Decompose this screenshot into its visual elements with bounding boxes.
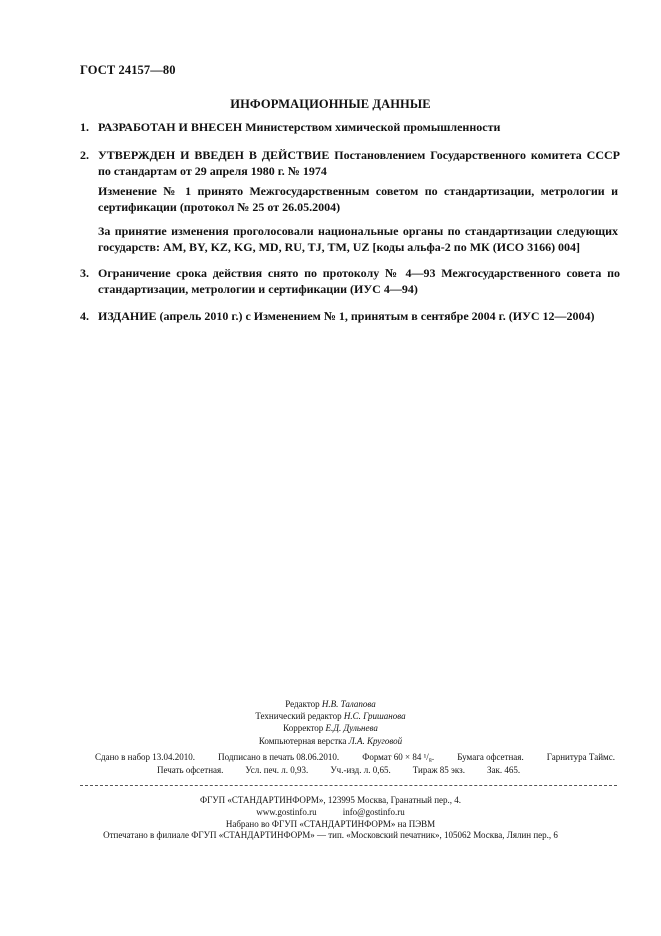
tech-editor-line: [0, 710, 661, 722]
divider-line: [80, 785, 617, 786]
info-item-3: [80, 266, 620, 297]
email-link: info@gostinfo.ru: [342, 806, 405, 817]
section-title: ИНФОРМАЦИОННЫЕ ДАННЫЕ: [230, 97, 431, 111]
layout-line: [0, 735, 661, 747]
publication-data: [95, 751, 615, 776]
publication-row-1: [95, 751, 615, 764]
amendment-note: Изменение № 1 принято Межгосударственным советом по стандартизации, метрологии и сертификации (протокол № 25 от 26.05.2004): [98, 184, 618, 214]
layout-label: Компьютерная верстка: [258, 735, 347, 746]
item-text: Ограничение срока действия снято по протоколу № 4—93 Межгосударственного совета по стандартизации, метрологии и сертификации (ИУС 4—94): [98, 266, 620, 296]
info-item-2: [80, 148, 620, 179]
editor-name: Н.В. Талапова: [321, 699, 376, 709]
corrector-label: Корректор: [283, 723, 324, 734]
publisher-links: [0, 807, 661, 819]
item-number: 3.: [80, 266, 89, 280]
sent-to-set: Сдано в набор 13.04.2010.: [95, 752, 196, 762]
publication-row-2: [95, 764, 615, 777]
info-item-1: [80, 120, 620, 136]
typeface: Гарнитура Таймс.: [546, 752, 615, 762]
tech-editor-label: Технический редактор: [255, 711, 342, 722]
gost-code: ГОСТ 24157—80: [80, 63, 176, 77]
print-type: Печать офсетная.: [157, 764, 224, 775]
signed-to-print: Подписано в печать 08.06.2010.: [218, 752, 340, 762]
info-item-4: [80, 309, 620, 325]
item-number: 1.: [80, 120, 89, 134]
layout-name: Л.А. Круговой: [348, 735, 403, 746]
corrector-name: Е.Д. Дульнева: [325, 723, 378, 734]
item-text: УТВЕРЖДЕН И ВВЕДЕН В ДЕЙСТВИЕ Постановлением Государственного комитета СССР по стандартам от 29 апреля 1980 г. № 1974: [98, 148, 620, 178]
printed-note: Отпечатано в филиале ФГУП «СТАНДАРТИНФОРМ» — тип. «Московский печатник», 105062 Москва, Лялин пер., 6: [103, 830, 558, 841]
editor-line: [0, 698, 661, 710]
corrector-line: [0, 722, 661, 734]
editor-label: Редактор: [285, 699, 320, 709]
tech-editor-name: Н.С. Гришанова: [343, 711, 406, 722]
publisher-footer: [0, 795, 661, 842]
order-number: Зак. 465.: [486, 764, 521, 775]
voting-note: За принятие изменения проголосовали национальные органы по стандартизации следующих государств: AM, BY, KZ, KG, MD, RU, TJ, TM, UZ [коды альфа-2 по МК (ИСО 3166) 004]: [98, 224, 618, 254]
item-text: ИЗДАНИЕ (апрель 2010 г.) с Изменением № 1, принятым в сентябре 2004 г. (ИУС 12—2004): [98, 309, 595, 323]
format: Формат 60 × 84 ¹/₈.: [362, 752, 435, 762]
printed-sheets: Усл. печ. л. 0,93.: [245, 764, 309, 775]
publisher-sheets: Уч.-изд. л. 0,65.: [330, 764, 391, 775]
paper: Бумага офсетная.: [457, 752, 524, 762]
publisher-address: ФГУП «СТАНДАРТИНФОРМ», 123995 Москва, Гранатный пер., 4.: [199, 795, 462, 805]
credits-block: [0, 698, 661, 747]
website-link: www.gostinfo.ru: [256, 806, 317, 817]
typeset-note: Набрано во ФГУП «СТАНДАРТИНФОРМ» на ПЭВМ: [225, 818, 436, 829]
item-text: РАЗРАБОТАН И ВНЕСЕН Министерством химической промышленности: [98, 120, 501, 134]
item-number: 4.: [80, 309, 89, 323]
item-number: 2.: [80, 148, 89, 162]
circulation: Тираж 85 экз.: [412, 764, 465, 775]
